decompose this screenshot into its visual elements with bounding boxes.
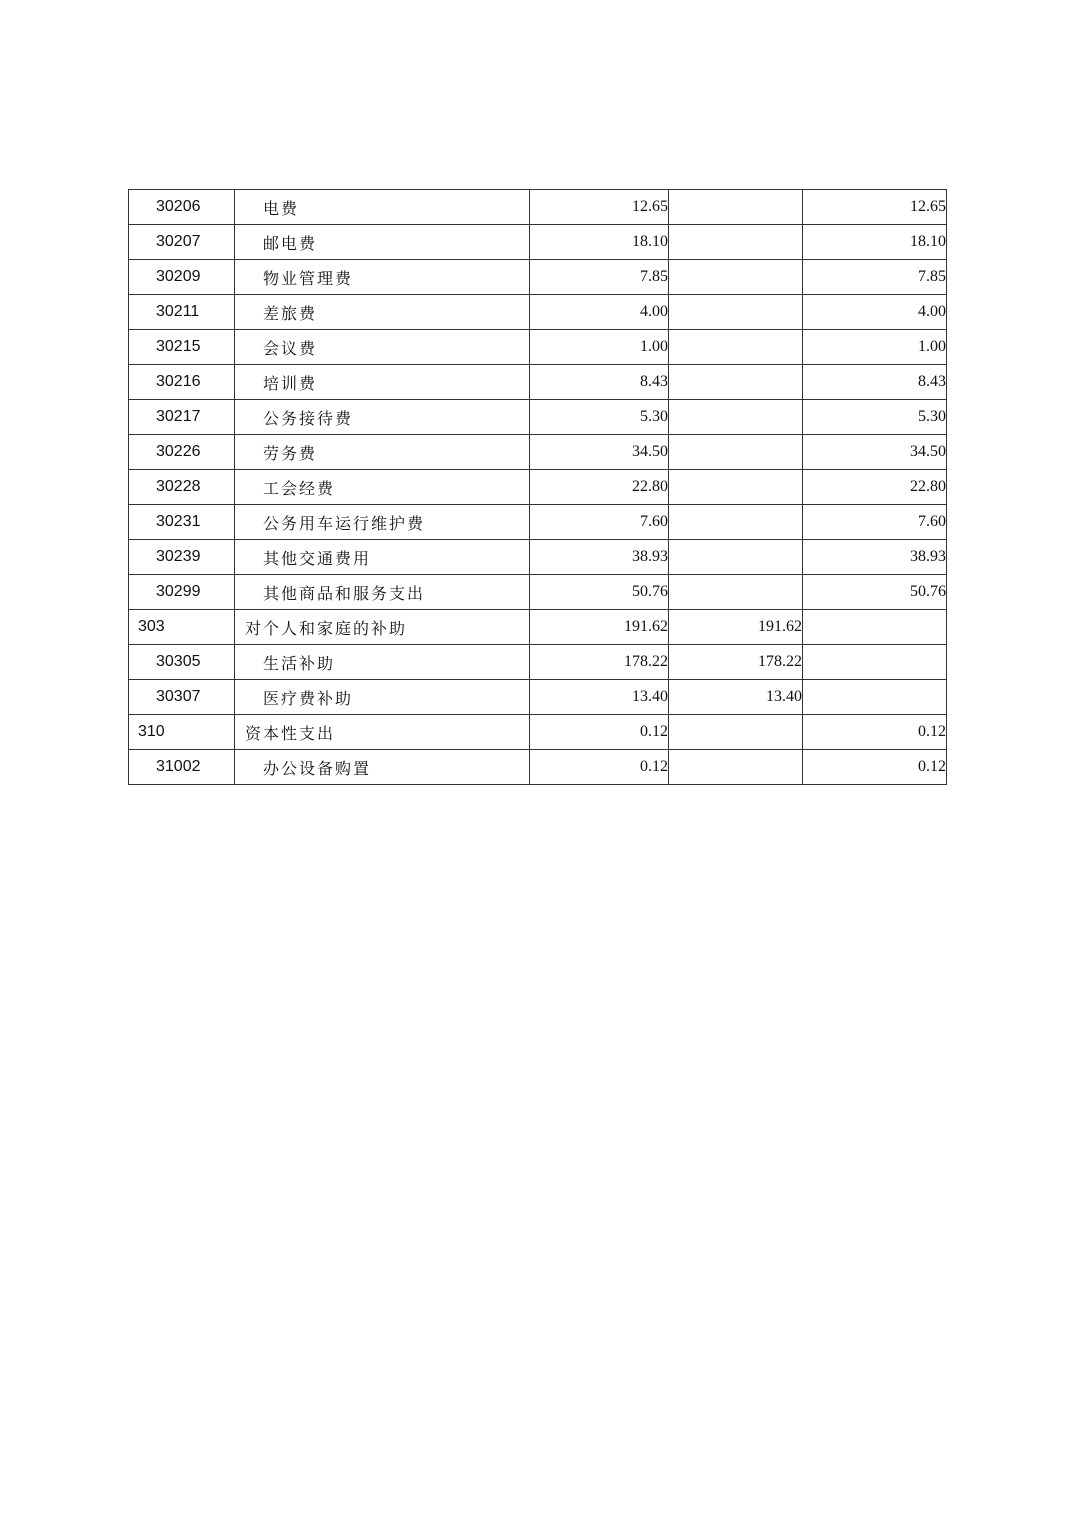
row-total: 5.30: [530, 400, 669, 435]
row-basic: [669, 470, 803, 505]
row-code: 30211: [129, 295, 235, 330]
row-name: 工会经费: [235, 470, 530, 505]
row-basic: [669, 190, 803, 225]
row-total: 12.65: [530, 190, 669, 225]
row-name: 公务用车运行维护费: [235, 505, 530, 540]
row-name: 电费: [235, 190, 530, 225]
row-code: 310: [129, 715, 235, 750]
row-basic: [669, 750, 803, 785]
row-code: 30226: [129, 435, 235, 470]
row-total: 13.40: [530, 680, 669, 715]
row-basic: [669, 260, 803, 295]
table-row: [129, 400, 947, 435]
table-row: [129, 715, 947, 750]
row-project: 12.65: [803, 190, 947, 225]
row-total: 0.12: [530, 715, 669, 750]
row-total: 0.12: [530, 750, 669, 785]
row-basic: [669, 295, 803, 330]
table-row: [129, 680, 947, 715]
row-project: 7.85: [803, 260, 947, 295]
row-total: 1.00: [530, 330, 669, 365]
row-basic: 191.62: [669, 610, 803, 645]
row-name: 会议费: [235, 330, 530, 365]
row-basic: [669, 400, 803, 435]
row-name: 办公设备购置: [235, 750, 530, 785]
row-name: 公务接待费: [235, 400, 530, 435]
table-row: [129, 645, 947, 680]
row-basic: [669, 225, 803, 260]
row-total: 18.10: [530, 225, 669, 260]
table-row: [129, 330, 947, 365]
table-row: [129, 470, 947, 505]
table-row: [129, 540, 947, 575]
row-total: 38.93: [530, 540, 669, 575]
row-code: 303: [129, 610, 235, 645]
row-project: 7.60: [803, 505, 947, 540]
row-total: 7.85: [530, 260, 669, 295]
row-total: 178.22: [530, 645, 669, 680]
row-code: 30228: [129, 470, 235, 505]
row-code: 30299: [129, 575, 235, 610]
row-project: 50.76: [803, 575, 947, 610]
row-name: 劳务费: [235, 435, 530, 470]
row-code: 30305: [129, 645, 235, 680]
row-name: 医疗费补助: [235, 680, 530, 715]
row-code: 30207: [129, 225, 235, 260]
row-name: 对个人和家庭的补助: [235, 610, 530, 645]
row-basic: 13.40: [669, 680, 803, 715]
row-name: 差旅费: [235, 295, 530, 330]
row-basic: [669, 365, 803, 400]
row-basic: [669, 435, 803, 470]
row-total: 34.50: [530, 435, 669, 470]
table-row: [129, 575, 947, 610]
row-name: 其他商品和服务支出: [235, 575, 530, 610]
row-project: 0.12: [803, 750, 947, 785]
row-project: 38.93: [803, 540, 947, 575]
row-name: 培训费: [235, 365, 530, 400]
row-project: 34.50: [803, 435, 947, 470]
table-row: [129, 505, 947, 540]
row-code: 30209: [129, 260, 235, 295]
row-basic: [669, 575, 803, 610]
row-total: 7.60: [530, 505, 669, 540]
table-row: [129, 750, 947, 785]
row-basic: [669, 330, 803, 365]
row-project: [803, 610, 947, 645]
table-row: [129, 225, 947, 260]
row-basic: [669, 540, 803, 575]
table-row: [129, 295, 947, 330]
table-row: [129, 190, 947, 225]
budget-table-body: [129, 190, 947, 785]
row-project: 0.12: [803, 715, 947, 750]
row-project: [803, 645, 947, 680]
row-total: 22.80: [530, 470, 669, 505]
row-code: 30215: [129, 330, 235, 365]
row-code: 30206: [129, 190, 235, 225]
row-basic: [669, 715, 803, 750]
table-row: [129, 260, 947, 295]
row-basic: [669, 505, 803, 540]
row-name: 物业管理费: [235, 260, 530, 295]
row-basic: 178.22: [669, 645, 803, 680]
row-code: 30217: [129, 400, 235, 435]
budget-table: [128, 189, 947, 785]
row-code: 30239: [129, 540, 235, 575]
row-name: 资本性支出: [235, 715, 530, 750]
row-project: 18.10: [803, 225, 947, 260]
row-name: 生活补助: [235, 645, 530, 680]
row-name: 其他交通费用: [235, 540, 530, 575]
row-project: 22.80: [803, 470, 947, 505]
row-code: 31002: [129, 750, 235, 785]
row-project: 8.43: [803, 365, 947, 400]
table-row: [129, 435, 947, 470]
row-name: 邮电费: [235, 225, 530, 260]
table-row: [129, 365, 947, 400]
row-total: 191.62: [530, 610, 669, 645]
row-total: 50.76: [530, 575, 669, 610]
row-total: 4.00: [530, 295, 669, 330]
row-project: 1.00: [803, 330, 947, 365]
row-project: 4.00: [803, 295, 947, 330]
row-code: 30307: [129, 680, 235, 715]
table-row: [129, 610, 947, 645]
row-code: 30231: [129, 505, 235, 540]
row-total: 8.43: [530, 365, 669, 400]
row-project: 5.30: [803, 400, 947, 435]
row-project: [803, 680, 947, 715]
row-code: 30216: [129, 365, 235, 400]
